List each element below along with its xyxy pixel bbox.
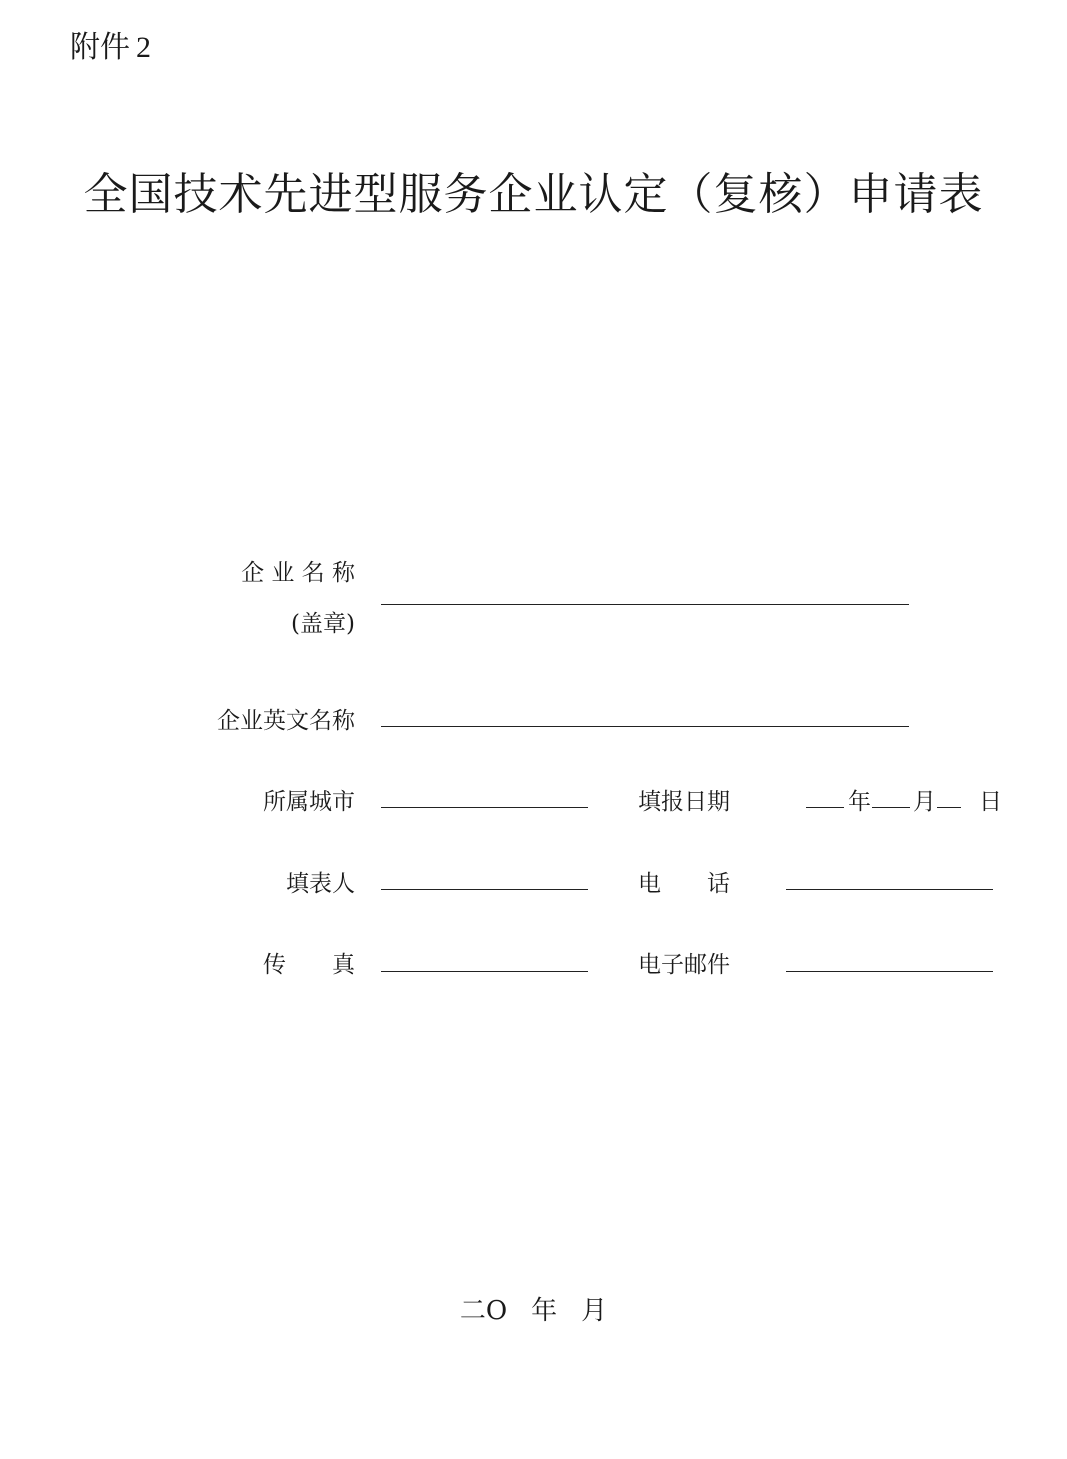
company-name-label: 企 业 名 称 — [241, 560, 355, 586]
company-name-en-label: 企业英文名称 — [217, 708, 355, 734]
attachment-number: 2 — [136, 31, 151, 64]
filler-field[interactable] — [381, 889, 588, 890]
fax-label: 传 真 — [263, 952, 355, 978]
fill-date-year-field[interactable] — [806, 807, 844, 808]
fill-date-month-field[interactable] — [872, 807, 910, 808]
fill-date-month-label: 月 — [913, 789, 936, 815]
attachment-label — [70, 22, 151, 66]
fill-date-day-label: 日 — [979, 789, 1002, 815]
footer-era: 二O — [459, 1296, 508, 1326]
filler-label: 填表人 — [286, 871, 355, 897]
fill-date-year-label: 年 — [848, 789, 871, 815]
company-name-stamp-label: (盖章) — [291, 611, 355, 637]
company-name-en-field[interactable] — [381, 726, 909, 727]
fax-field[interactable] — [381, 971, 588, 972]
phone-label: 电 话 — [638, 871, 730, 897]
page-title: 全国技术先进型服务企业认定（复核）申请表 — [83, 169, 984, 220]
fill-date-day-field[interactable] — [937, 807, 961, 808]
footer-month: 月 — [581, 1296, 608, 1326]
attachment-text: 附件 — [70, 30, 130, 65]
email-field[interactable] — [786, 971, 993, 972]
footer-year: 年 — [531, 1296, 558, 1326]
city-field[interactable] — [381, 807, 588, 808]
email-label: 电子邮件 — [638, 952, 730, 978]
footer-date — [0, 1290, 1067, 1327]
phone-field[interactable] — [786, 889, 993, 890]
company-name-field[interactable] — [381, 604, 909, 605]
fill-date-label: 填报日期 — [638, 789, 730, 815]
city-label: 所属城市 — [263, 789, 355, 815]
